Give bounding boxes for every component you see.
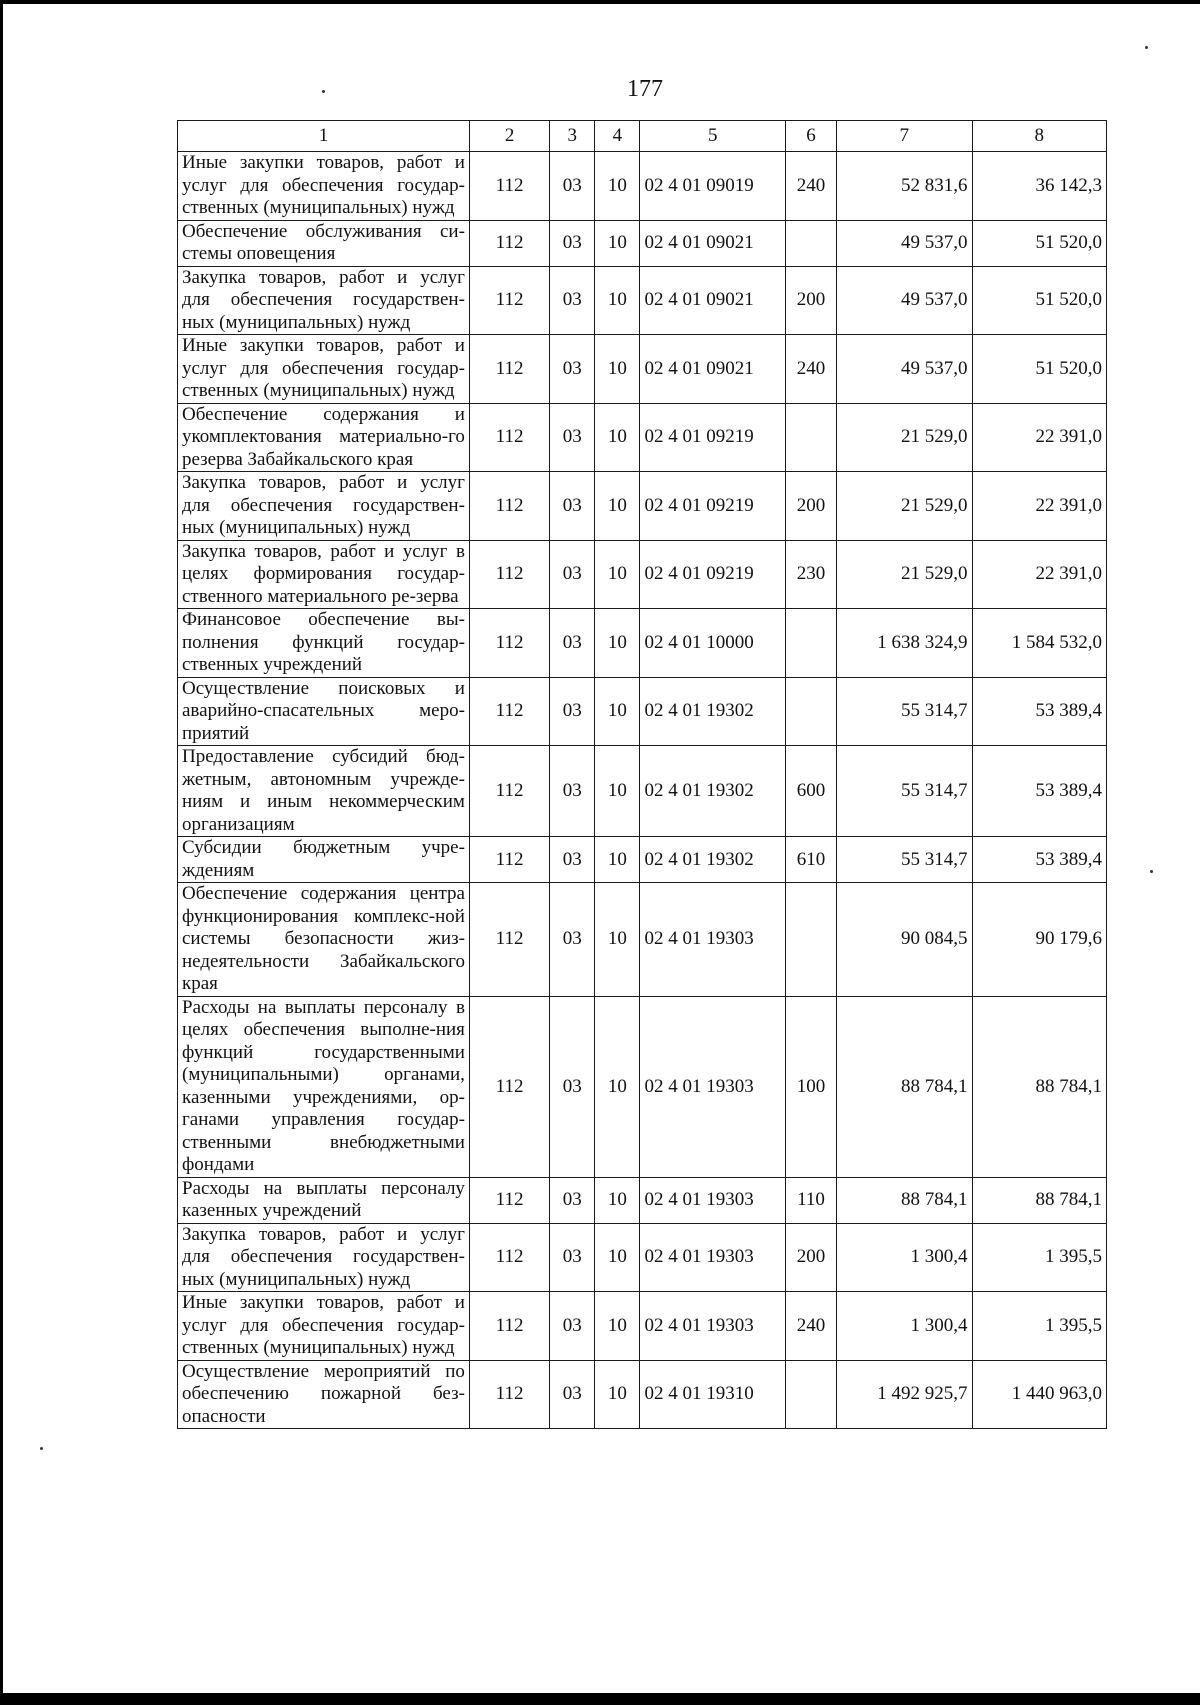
expense-type-cell bbox=[785, 883, 836, 997]
scan-frame-bottom bbox=[0, 1693, 1200, 1705]
target-article-cell: 02 4 01 09219 bbox=[640, 472, 785, 541]
expense-type-cell: 200 bbox=[785, 472, 836, 541]
amount-year2-cell: 51 520,0 bbox=[972, 335, 1106, 404]
section-cell: 03 bbox=[550, 220, 595, 266]
subsection-cell: 10 bbox=[595, 1292, 640, 1361]
table-row bbox=[178, 746, 1107, 837]
target-article-cell: 02 4 01 19303 bbox=[640, 1292, 785, 1361]
table-row bbox=[178, 837, 1107, 883]
table-row bbox=[178, 996, 1107, 1177]
subsection-cell: 10 bbox=[595, 996, 640, 1177]
item-name-cell: Закупка товаров, работ и услуг в целях формирования государ-ственного материального ре-зерва bbox=[178, 540, 470, 609]
amount-year1-cell: 55 314,7 bbox=[837, 677, 972, 746]
table-row bbox=[178, 540, 1107, 609]
section-cell: 03 bbox=[550, 403, 595, 472]
amount-year2-cell: 88 784,1 bbox=[972, 1177, 1106, 1223]
item-name-cell: Иные закупки товаров, работ и услуг для обеспечения государ-ственных (муниципальных) нужд bbox=[178, 152, 470, 221]
item-name-cell: Закупка товаров, работ и услуг для обеспечения государствен-ных (муниципальных) нужд bbox=[178, 472, 470, 541]
expense-type-cell: 200 bbox=[785, 266, 836, 335]
amount-year1-cell: 49 537,0 bbox=[837, 220, 972, 266]
amount-year1-cell: 21 529,0 bbox=[837, 472, 972, 541]
amount-year1-cell: 55 314,7 bbox=[837, 837, 972, 883]
section-cell: 03 bbox=[550, 472, 595, 541]
amount-year2-cell: 1 395,5 bbox=[972, 1292, 1106, 1361]
amount-year2-cell: 53 389,4 bbox=[972, 746, 1106, 837]
table-row bbox=[178, 1223, 1107, 1292]
expense-type-cell: 110 bbox=[785, 1177, 836, 1223]
section-cell: 03 bbox=[550, 609, 595, 678]
expense-type-cell: 610 bbox=[785, 837, 836, 883]
target-article-cell: 02 4 01 19302 bbox=[640, 837, 785, 883]
header-cell: 7 bbox=[837, 121, 972, 152]
amount-year2-cell: 1 584 532,0 bbox=[972, 609, 1106, 678]
section-cell: 03 bbox=[550, 335, 595, 404]
subsection-cell: 10 bbox=[595, 837, 640, 883]
amount-year2-cell: 22 391,0 bbox=[972, 472, 1106, 541]
target-article-cell: 02 4 01 19303 bbox=[640, 883, 785, 997]
table-row bbox=[178, 220, 1107, 266]
subsection-cell: 10 bbox=[595, 472, 640, 541]
item-name-cell: Предоставление субсидий бюд-жетным, автономным учрежде-ниям и иным некоммерческим организациям bbox=[178, 746, 470, 837]
amount-year1-cell: 88 784,1 bbox=[837, 996, 972, 1177]
admin-code-cell: 112 bbox=[469, 1223, 549, 1292]
section-cell: 03 bbox=[550, 266, 595, 335]
header-cell: 6 bbox=[785, 121, 836, 152]
subsection-cell: 10 bbox=[595, 152, 640, 221]
budget-table bbox=[177, 120, 1107, 1429]
subsection-cell: 10 bbox=[595, 746, 640, 837]
subsection-cell: 10 bbox=[595, 540, 640, 609]
table-row bbox=[178, 152, 1107, 221]
amount-year1-cell: 55 314,7 bbox=[837, 746, 972, 837]
subsection-cell: 10 bbox=[595, 677, 640, 746]
expense-type-cell: 230 bbox=[785, 540, 836, 609]
target-article-cell: 02 4 01 09021 bbox=[640, 335, 785, 404]
expense-type-cell: 100 bbox=[785, 996, 836, 1177]
expense-type-cell bbox=[785, 609, 836, 678]
admin-code-cell: 112 bbox=[469, 1292, 549, 1361]
amount-year1-cell: 21 529,0 bbox=[837, 403, 972, 472]
header-cell: 4 bbox=[595, 121, 640, 152]
scan-speck bbox=[1145, 46, 1148, 49]
target-article-cell: 02 4 01 19302 bbox=[640, 746, 785, 837]
section-cell: 03 bbox=[550, 1292, 595, 1361]
item-name-cell: Обеспечение содержания центра функционирования комплекс-ной системы безопасности жиз-недеятельности Забайкальского края bbox=[178, 883, 470, 997]
subsection-cell: 10 bbox=[595, 335, 640, 404]
expense-type-cell: 600 bbox=[785, 746, 836, 837]
admin-code-cell: 112 bbox=[469, 1177, 549, 1223]
section-cell: 03 bbox=[550, 677, 595, 746]
amount-year2-cell: 88 784,1 bbox=[972, 996, 1106, 1177]
amount-year1-cell: 21 529,0 bbox=[837, 540, 972, 609]
page-number: 177 bbox=[627, 76, 663, 102]
amount-year2-cell: 1 440 963,0 bbox=[972, 1360, 1106, 1429]
amount-year2-cell: 1 395,5 bbox=[972, 1223, 1106, 1292]
header-cell: 1 bbox=[178, 121, 470, 152]
admin-code-cell: 112 bbox=[469, 540, 549, 609]
table-row bbox=[178, 677, 1107, 746]
header-cell: 2 bbox=[469, 121, 549, 152]
item-name-cell: Закупка товаров, работ и услуг для обеспечения государствен-ных (муниципальных) нужд bbox=[178, 266, 470, 335]
expense-type-cell: 200 bbox=[785, 1223, 836, 1292]
header-cell: 8 bbox=[972, 121, 1106, 152]
admin-code-cell: 112 bbox=[469, 403, 549, 472]
subsection-cell: 10 bbox=[595, 1177, 640, 1223]
section-cell: 03 bbox=[550, 746, 595, 837]
item-name-cell: Осуществление поисковых и аварийно-спасательных меро-приятий bbox=[178, 677, 470, 746]
admin-code-cell: 112 bbox=[469, 837, 549, 883]
item-name-cell: Закупка товаров, работ и услуг для обеспечения государствен-ных (муниципальных) нужд bbox=[178, 1223, 470, 1292]
expense-type-cell bbox=[785, 403, 836, 472]
target-article-cell: 02 4 01 19303 bbox=[640, 1223, 785, 1292]
header-cell: 5 bbox=[640, 121, 785, 152]
amount-year1-cell: 52 831,6 bbox=[837, 152, 972, 221]
admin-code-cell: 112 bbox=[469, 472, 549, 541]
scan-speck bbox=[40, 1447, 43, 1450]
section-cell: 03 bbox=[550, 837, 595, 883]
admin-code-cell: 112 bbox=[469, 609, 549, 678]
amount-year2-cell: 22 391,0 bbox=[972, 540, 1106, 609]
amount-year1-cell: 1 300,4 bbox=[837, 1223, 972, 1292]
scan-speck bbox=[322, 90, 325, 93]
admin-code-cell: 112 bbox=[469, 335, 549, 404]
item-name-cell: Финансовое обеспечение вы-полнения функций государ-ственных учреждений bbox=[178, 609, 470, 678]
amount-year2-cell: 22 391,0 bbox=[972, 403, 1106, 472]
target-article-cell: 02 4 01 09019 bbox=[640, 152, 785, 221]
expense-type-cell bbox=[785, 677, 836, 746]
admin-code-cell: 112 bbox=[469, 1360, 549, 1429]
admin-code-cell: 112 bbox=[469, 266, 549, 335]
item-name-cell: Субсидии бюджетным учре-ждениям bbox=[178, 837, 470, 883]
table-row bbox=[178, 1177, 1107, 1223]
section-cell: 03 bbox=[550, 996, 595, 1177]
table-row bbox=[178, 883, 1107, 997]
table-header-row bbox=[178, 121, 1107, 152]
admin-code-cell: 112 bbox=[469, 746, 549, 837]
amount-year1-cell: 90 084,5 bbox=[837, 883, 972, 997]
admin-code-cell: 112 bbox=[469, 220, 549, 266]
subsection-cell: 10 bbox=[595, 403, 640, 472]
scan-frame-top bbox=[0, 0, 1200, 4]
item-name-cell: Расходы на выплаты персоналу в целях обеспечения выполне-ния функций государственными (муниципальными) органами, казенными учреждениями, ор-ганами управления государ-ственными внебюджетными фондами bbox=[178, 996, 470, 1177]
amount-year2-cell: 51 520,0 bbox=[972, 220, 1106, 266]
table-row bbox=[178, 1292, 1107, 1361]
amount-year2-cell: 51 520,0 bbox=[972, 266, 1106, 335]
amount-year1-cell: 1 300,4 bbox=[837, 1292, 972, 1361]
section-cell: 03 bbox=[550, 152, 595, 221]
expense-type-cell bbox=[785, 1360, 836, 1429]
target-article-cell: 02 4 01 09219 bbox=[640, 540, 785, 609]
item-name-cell: Иные закупки товаров, работ и услуг для обеспечения государ-ственных (муниципальных) нужд bbox=[178, 335, 470, 404]
admin-code-cell: 112 bbox=[469, 996, 549, 1177]
section-cell: 03 bbox=[550, 1360, 595, 1429]
subsection-cell: 10 bbox=[595, 266, 640, 335]
subsection-cell: 10 bbox=[595, 609, 640, 678]
target-article-cell: 02 4 01 09021 bbox=[640, 266, 785, 335]
subsection-cell: 10 bbox=[595, 1360, 640, 1429]
item-name-cell: Обеспечение содержания и укомплектования материально-го резерва Забайкальского края bbox=[178, 403, 470, 472]
amount-year1-cell: 49 537,0 bbox=[837, 335, 972, 404]
scan-frame-left bbox=[0, 0, 3, 1705]
table-row bbox=[178, 403, 1107, 472]
target-article-cell: 02 4 01 19310 bbox=[640, 1360, 785, 1429]
amount-year2-cell: 53 389,4 bbox=[972, 677, 1106, 746]
section-cell: 03 bbox=[550, 883, 595, 997]
amount-year2-cell: 36 142,3 bbox=[972, 152, 1106, 221]
section-cell: 03 bbox=[550, 1223, 595, 1292]
table-row bbox=[178, 1360, 1107, 1429]
target-article-cell: 02 4 01 09219 bbox=[640, 403, 785, 472]
section-cell: 03 bbox=[550, 1177, 595, 1223]
amount-year2-cell: 90 179,6 bbox=[972, 883, 1106, 997]
target-article-cell: 02 4 01 10000 bbox=[640, 609, 785, 678]
amount-year1-cell: 1 492 925,7 bbox=[837, 1360, 972, 1429]
admin-code-cell: 112 bbox=[469, 883, 549, 997]
subsection-cell: 10 bbox=[595, 220, 640, 266]
admin-code-cell: 112 bbox=[469, 152, 549, 221]
item-name-cell: Расходы на выплаты персоналу казенных учреждений bbox=[178, 1177, 470, 1223]
amount-year1-cell: 1 638 324,9 bbox=[837, 609, 972, 678]
table-row bbox=[178, 266, 1107, 335]
header-cell: 3 bbox=[550, 121, 595, 152]
scan-speck bbox=[1150, 870, 1153, 873]
table-row bbox=[178, 472, 1107, 541]
amount-year1-cell: 88 784,1 bbox=[837, 1177, 972, 1223]
amount-year1-cell: 49 537,0 bbox=[837, 266, 972, 335]
table-row bbox=[178, 609, 1107, 678]
target-article-cell: 02 4 01 19303 bbox=[640, 1177, 785, 1223]
item-name-cell: Обеспечение обслуживания си-стемы оповещения bbox=[178, 220, 470, 266]
target-article-cell: 02 4 01 09021 bbox=[640, 220, 785, 266]
expense-type-cell: 240 bbox=[785, 335, 836, 404]
target-article-cell: 02 4 01 19302 bbox=[640, 677, 785, 746]
admin-code-cell: 112 bbox=[469, 677, 549, 746]
section-cell: 03 bbox=[550, 540, 595, 609]
target-article-cell: 02 4 01 19303 bbox=[640, 996, 785, 1177]
expense-type-cell: 240 bbox=[785, 152, 836, 221]
amount-year2-cell: 53 389,4 bbox=[972, 837, 1106, 883]
subsection-cell: 10 bbox=[595, 1223, 640, 1292]
expense-type-cell bbox=[785, 220, 836, 266]
table-row bbox=[178, 335, 1107, 404]
expense-type-cell: 240 bbox=[785, 1292, 836, 1361]
subsection-cell: 10 bbox=[595, 883, 640, 997]
item-name-cell: Иные закупки товаров, работ и услуг для обеспечения государ-ственных (муниципальных) нужд bbox=[178, 1292, 470, 1361]
item-name-cell: Осуществление мероприятий по обеспечению пожарной без-опасности bbox=[178, 1360, 470, 1429]
